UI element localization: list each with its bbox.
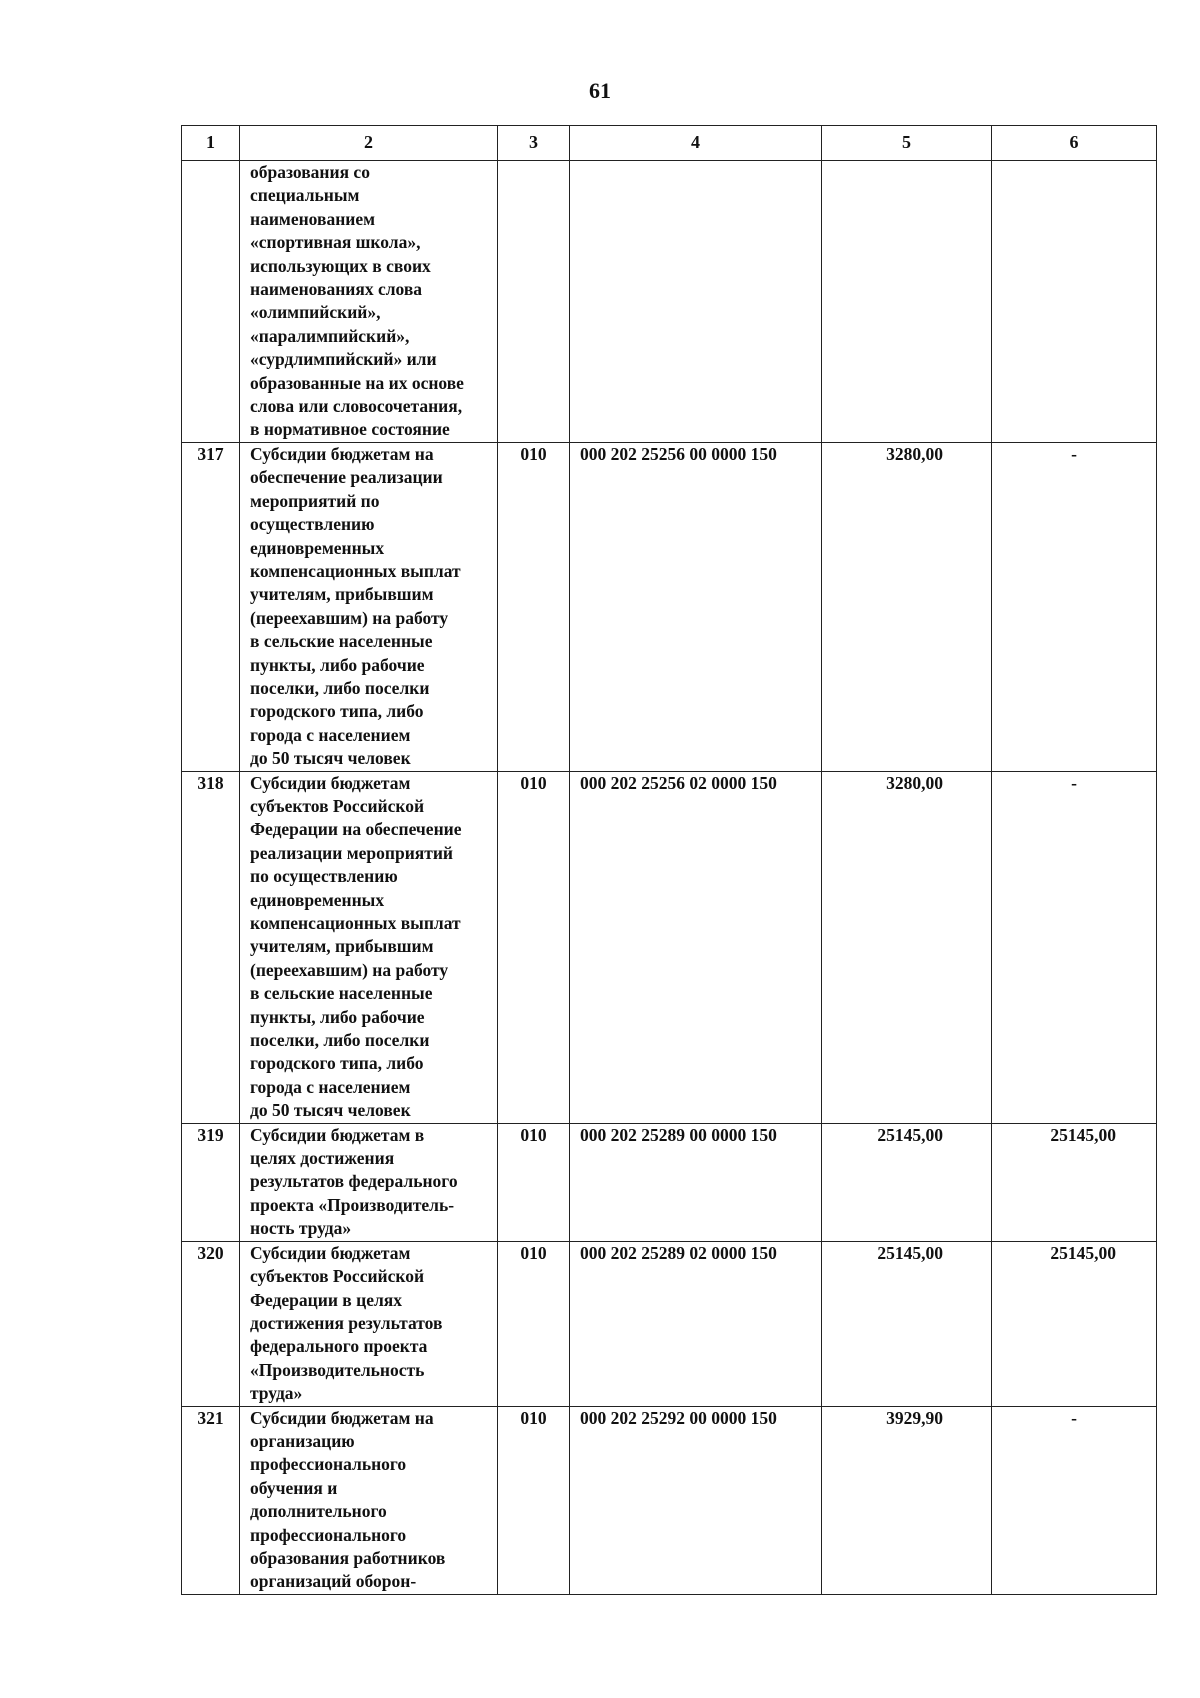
description-line: Федерации в целях: [250, 1289, 403, 1310]
description-line: (переехавшим) на работу: [250, 959, 449, 980]
description-line: по осуществлению: [250, 866, 398, 887]
description-line: городского типа, либо: [250, 1053, 424, 1074]
description-line: «Производительность: [250, 1359, 425, 1380]
description-line: до 50 тысяч человек: [250, 748, 411, 769]
description-line: поселки, либо поселки: [250, 677, 430, 698]
description-line: достижения результатов: [250, 1312, 443, 1333]
admin-code: [498, 161, 570, 443]
description-line: использующих в своих: [250, 255, 431, 276]
description-line: субъектов Российской: [250, 795, 425, 816]
description-line: единовременных: [250, 537, 385, 558]
amount: 25145,00: [822, 1123, 992, 1241]
description-line: профессионального: [250, 1524, 407, 1545]
description-line: «паралимпийский»,: [250, 325, 410, 346]
table-header: [182, 126, 1157, 161]
table-row: [182, 771, 1157, 1123]
row-description: [240, 1406, 498, 1594]
description-line: наименованиях слова: [250, 279, 423, 300]
column-header-5: 5: [822, 126, 992, 161]
description-line: профессионального: [250, 1454, 407, 1475]
description-line: организаций оборон-: [250, 1571, 417, 1592]
description-line: слова или словосочетания,: [250, 396, 463, 417]
amount-2: [992, 161, 1157, 443]
header-row: [182, 126, 1157, 161]
description-line: единовременных: [250, 889, 385, 910]
description-line: Субсидии бюджетам на: [250, 1407, 434, 1428]
row-description: [240, 1123, 498, 1241]
description-line: федерального проекта: [250, 1336, 428, 1357]
row-number: 319: [182, 1123, 240, 1241]
column-header-6: 6: [992, 126, 1157, 161]
description-line: ность труда»: [250, 1218, 352, 1239]
budget-classification-code: 000 202 25292 00 0000 150: [570, 1406, 822, 1594]
description-line: Субсидии бюджетам: [250, 1242, 411, 1263]
table-body: [182, 161, 1157, 1595]
table-row: [182, 1123, 1157, 1241]
description-line: специальным: [250, 185, 360, 206]
description-line: образования работников: [250, 1547, 446, 1568]
description-line: Федерации на обеспечение: [250, 819, 462, 840]
column-header-4: 4: [570, 126, 822, 161]
description-line: мероприятий по: [250, 490, 380, 511]
description-line: (переехавшим) на работу: [250, 607, 449, 628]
admin-code: 010: [498, 1123, 570, 1241]
description-line: результатов федерального: [250, 1171, 458, 1192]
description-line: обеспечение реализации: [250, 467, 443, 488]
row-description: [240, 442, 498, 771]
description-line: труда»: [250, 1383, 303, 1404]
budget-table: [181, 125, 1157, 1595]
table-row: [182, 161, 1157, 443]
page-number: 61: [589, 78, 611, 103]
description-line: «сурдлимпийский» или: [250, 349, 437, 370]
description-line: городского типа, либо: [250, 701, 424, 722]
budget-classification-code: 000 202 25289 02 0000 150: [570, 1241, 822, 1406]
description-line: дополнительного: [250, 1501, 387, 1522]
description-line: обучения и: [250, 1477, 338, 1498]
description-line: наименованием: [250, 208, 376, 229]
admin-code: 010: [498, 442, 570, 771]
description-line: в сельские населенные: [250, 631, 433, 652]
table-row: [182, 1406, 1157, 1594]
description-line: учителям, прибывшим: [250, 584, 434, 605]
description-line: города с населением: [250, 1076, 411, 1097]
description-line: Субсидии бюджетам на: [250, 443, 434, 464]
description-line: организацию: [250, 1430, 355, 1451]
row-description: [240, 1241, 498, 1406]
row-number: 317: [182, 442, 240, 771]
column-header-2: 2: [240, 126, 498, 161]
description-line: компенсационных выплат: [250, 913, 461, 933]
budget-classification-code: 000 202 25256 00 0000 150: [570, 442, 822, 771]
description-line: поселки, либо поселки: [250, 1030, 430, 1051]
description-line: осуществлению: [250, 514, 375, 535]
column-header-3: 3: [498, 126, 570, 161]
amount-2: -: [992, 442, 1157, 771]
admin-code: 010: [498, 771, 570, 1123]
admin-code: 010: [498, 1241, 570, 1406]
description-line: «олимпийский»,: [250, 302, 381, 323]
amount-2: 25145,00: [992, 1123, 1157, 1241]
amount: 3280,00: [822, 771, 992, 1123]
description-line: города с населением: [250, 724, 411, 745]
amount: 3929,90: [822, 1406, 992, 1594]
amount-2: 25145,00: [992, 1241, 1157, 1406]
amount: 25145,00: [822, 1241, 992, 1406]
row-description: [240, 161, 498, 443]
description-line: в нормативное состояние: [250, 419, 450, 440]
description-line: целях достижения: [250, 1148, 395, 1169]
admin-code: 010: [498, 1406, 570, 1594]
description-line: Субсидии бюджетам: [250, 772, 411, 793]
budget-classification-code: [570, 161, 822, 443]
description-line: пункты, либо рабочие: [250, 654, 425, 675]
description-line: «спортивная школа»,: [250, 232, 421, 253]
table-row: [182, 1241, 1157, 1406]
description-line: пункты, либо рабочие: [250, 1006, 425, 1027]
description-line: субъектов Российской: [250, 1266, 425, 1287]
column-header-1: 1: [182, 126, 240, 161]
description-line: учителям, прибывшим: [250, 936, 434, 957]
row-number: [182, 161, 240, 443]
description-line: в сельские населенные: [250, 983, 433, 1004]
amount-2: -: [992, 1406, 1157, 1594]
amount-2: -: [992, 771, 1157, 1123]
row-number: 321: [182, 1406, 240, 1594]
table-row: [182, 442, 1157, 771]
row-description: [240, 771, 498, 1123]
row-number: 320: [182, 1241, 240, 1406]
amount: [822, 161, 992, 443]
amount: 3280,00: [822, 442, 992, 771]
description-line: образования со: [250, 162, 370, 182]
row-number: 318: [182, 771, 240, 1123]
description-line: реализации мероприятий: [250, 842, 454, 863]
description-line: проекта «Производитель-: [250, 1194, 455, 1215]
description-line: до 50 тысяч человек: [250, 1100, 411, 1121]
budget-classification-code: 000 202 25289 00 0000 150: [570, 1123, 822, 1241]
description-line: компенсационных выплат: [250, 560, 461, 581]
description-line: образованные на их основе: [250, 372, 464, 393]
budget-classification-code: 000 202 25256 02 0000 150: [570, 771, 822, 1123]
description-line: Субсидии бюджетам в: [250, 1124, 425, 1145]
